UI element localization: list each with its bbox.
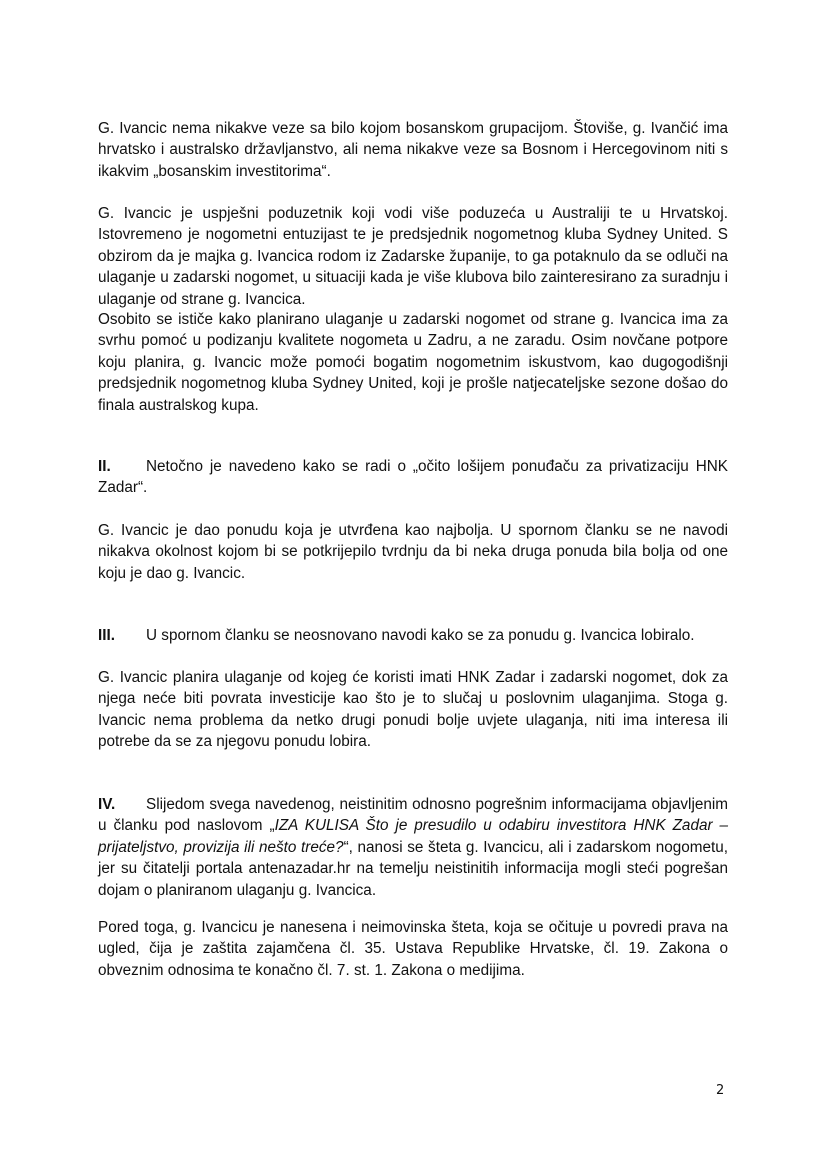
- section-number: IV.: [98, 796, 116, 813]
- section-text: Netočno je navedeno kako se radi o „očito lošijem ponuđaču za privatizaciju HNK Zadar“.: [98, 458, 728, 497]
- section-text-before: Slijedom svega navedenog, neistinitim odnosno pogrešnim informacijama objavljenim u članku pod naslovom „: [98, 796, 728, 835]
- section-text: U spornom članku se neosnovano navodi kako se za ponudu g. Ivancica lobiralo.: [146, 627, 695, 644]
- section-number: II.: [98, 458, 111, 475]
- section-number: III.: [98, 627, 115, 644]
- paragraph-non-material-damage: Pored toga, g. Ivancicu je nanesena i neimovinska šteta, koja se očituje u povredi prava na ugled, čija je zaštita zajamčena čl. 35. Ustava Republike Hrvatske, čl. 19. Zakona o obveznim odnosima te konačno čl. 7. st. 1. Zakona o medijima.: [98, 919, 728, 979]
- section-iv-heading: [98, 794, 728, 901]
- section-ii-heading: [98, 456, 728, 499]
- paragraph-bosnian-group: G. Ivancic nema nikakve veze sa bilo kojom bosanskom grupacijom. Štoviše, g. Ivančić ima hrvatsko i australsko državljanstvo, ali nema nikakve veze sa Bosnom i Hercegovinom niti s ikakvim „bosanskim investitorima“.: [98, 120, 728, 180]
- article-title: IZA KULISA Što je presudilo u odabiru investitora HNK Zadar – prijateljstvo, provizija ili nešto treće?: [98, 817, 728, 856]
- paragraph-entrepreneur: G. Ivancic je uspješni poduzetnik koji vodi više poduzeća u Australiji te u Hrvatskoj. Istovremeno je nogometni entuzijast te je predsjednik nogometnog kluba Sydney United. S obzirom da je majka g. Ivancica rodom iz Zadarske županije, to ga potaknulo da se odluči na ulaganje u zadarski nogomet, u situaciji kada je više klubova bilo zainteresirano za suradnju i ulaganje od strane g. Ivancica.: [98, 205, 728, 308]
- section-iii-heading: [98, 625, 728, 646]
- section-text-after: “, nanosi se šteta g. Ivancicu, ali i zadarskom nogometu, jer su čitatelji portala antenazadar.hr na temelju neistinitih informacija mogli steći pogrešan dojam o planiranom ulaganju g. Ivancica.: [98, 838, 728, 899]
- paragraph-investment-purpose: Osobito se ističe kako planirano ulaganje u zadarski nogomet od strane g. Ivancica ima za svrhu pomoć u podizanju kvalitete nogometa u Zadru, a ne zaradu. Osim novčane potpore koju planira, g. Ivancic može pomoći bogatim nogometnim iskustvom, kao dugogodišnji predsjednik nogometnog kluba Sydney United, koji je prošle natjecateljske sezone došao do finala australskog kupa.: [98, 311, 728, 414]
- paragraph-no-lobbying: G. Ivancic planira ulaganje od kojeg će koristi imati HNK Zadar i zadarski nogomet, dok za njega neće biti povrata investicije kao što je to slučaj u poslovnim ulaganjima. Stoga g. Ivancic nema problema da netko drugi ponudi bolje uvjete ulaganja, niti ima interesa ili potrebe da se za njegovu ponudu lobira.: [98, 669, 728, 751]
- page-number: 2: [716, 1083, 725, 1098]
- paragraph-best-offer: G. Ivancic je dao ponudu koja je utvrđena kao najbolja. U spornom članku se ne navodi nikakva okolnost kojom bi se potkrijepilo tvrdnju da bi neka druga ponuda bila bolja od one koju je dao g. Ivancic.: [98, 522, 728, 582]
